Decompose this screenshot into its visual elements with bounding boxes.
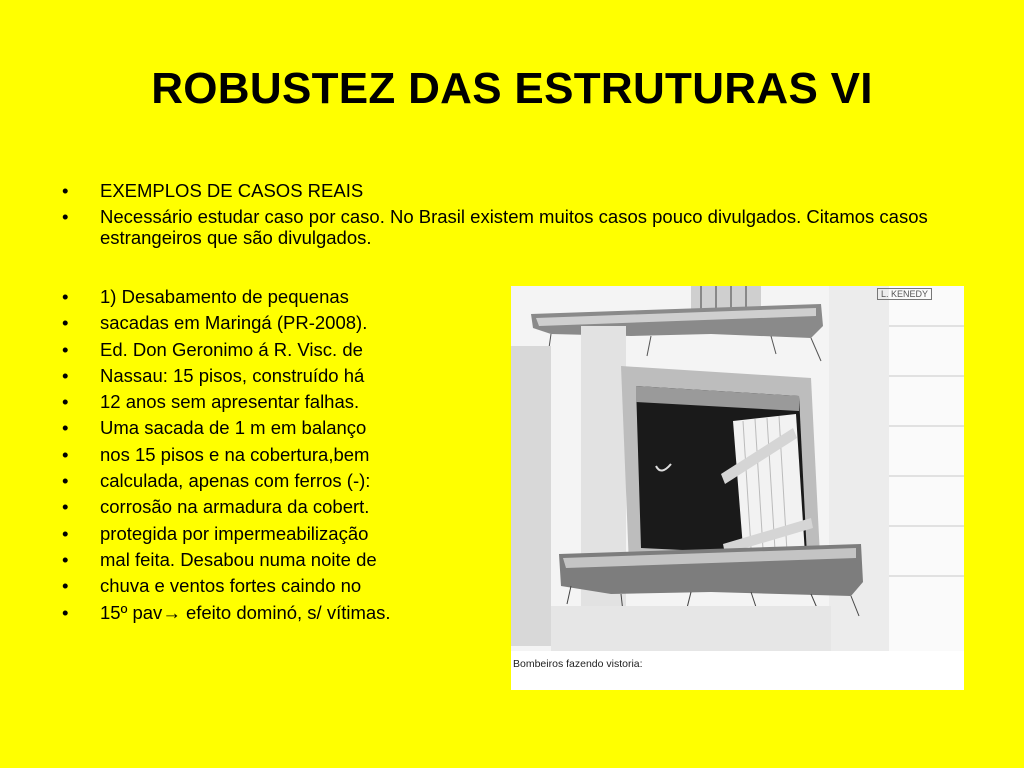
bullet-item (62, 523, 482, 544)
bullet-item (62, 575, 482, 596)
bullet-dot: • (62, 470, 69, 492)
bullet-item (62, 286, 482, 307)
bullet-text: mal feita. Desabou numa noite de (100, 548, 377, 570)
bullet-item (62, 180, 1002, 201)
bullet-dot: • (62, 180, 69, 201)
bullet-item (62, 602, 482, 623)
bullet-text: Uma sacada de 1 m em balanço (100, 417, 367, 439)
bullet-text: protegida por impermeabilização (100, 522, 369, 544)
bullet-dot: • (62, 522, 69, 544)
collapsed-balcony-illustration (511, 286, 964, 690)
bullet-item (62, 339, 482, 360)
intro-bullet-list (62, 180, 1002, 253)
case-bullet-list (62, 286, 482, 628)
bullet-item (62, 391, 482, 412)
bullet-text: corrosão na armadura da cobert. (100, 496, 370, 518)
bullet-text: 15º pav (100, 601, 163, 623)
bullet-dot: • (62, 601, 69, 623)
building-photo (511, 286, 964, 690)
bullet-dot: • (62, 548, 69, 570)
bullet-item (62, 365, 482, 386)
bullet-dot: • (62, 391, 69, 413)
photo-caption: Bombeiros fazendo vistoria: (513, 658, 643, 670)
bullet-text: chuva e ventos fortes caindo no (100, 575, 362, 597)
bullet-dot: • (62, 575, 69, 597)
bullet-dot: • (62, 206, 69, 227)
bullet-text: calculada, apenas com ferros (-): (100, 470, 371, 492)
arrow-right-icon: → (162, 601, 181, 623)
bullet-dot: • (62, 364, 69, 386)
bullet-text: EXEMPLOS DE CASOS REAIS (100, 180, 364, 201)
bullet-dot: • (62, 496, 69, 518)
bullet-item (62, 549, 482, 570)
bullet-text: nos 15 pisos e na cobertura,bem (100, 443, 370, 465)
bullet-text: Nassau: 15 pisos, construído há (100, 364, 365, 386)
bullet-dot: • (62, 417, 69, 439)
page-title: ROBUSTEZ DAS ESTRUTURAS VI (151, 64, 873, 113)
bullet-text: Necessário estudar caso por caso. No Brasil existem muitos casos pouco divulgados. Citamos casos estrangeiros que são divulgados. (100, 206, 928, 248)
bullet-item (62, 417, 482, 438)
bullet-dot: • (62, 338, 69, 360)
bullet-text: Ed. Don Geronimo á R. Visc. de (100, 338, 363, 360)
bullet-dot: • (62, 443, 69, 465)
bullet-text: 12 anos sem apresentar falhas. (100, 391, 360, 413)
bullet-text: 1) Desabamento de pequenas (100, 286, 349, 307)
bullet-dot: • (62, 286, 69, 307)
bullet-dot: • (62, 312, 69, 334)
bullet-item (62, 444, 482, 465)
bullet-text-suffix: efeito dominó, s/ vítimas. (180, 601, 391, 623)
bullet-text: sacadas em Maringá (PR-2008). (100, 312, 368, 334)
bullet-item (62, 206, 1002, 248)
bullet-item (62, 496, 482, 517)
bullet-item (62, 312, 482, 333)
sign-label: L. KENEDY (877, 288, 932, 300)
bullet-item (62, 470, 482, 491)
